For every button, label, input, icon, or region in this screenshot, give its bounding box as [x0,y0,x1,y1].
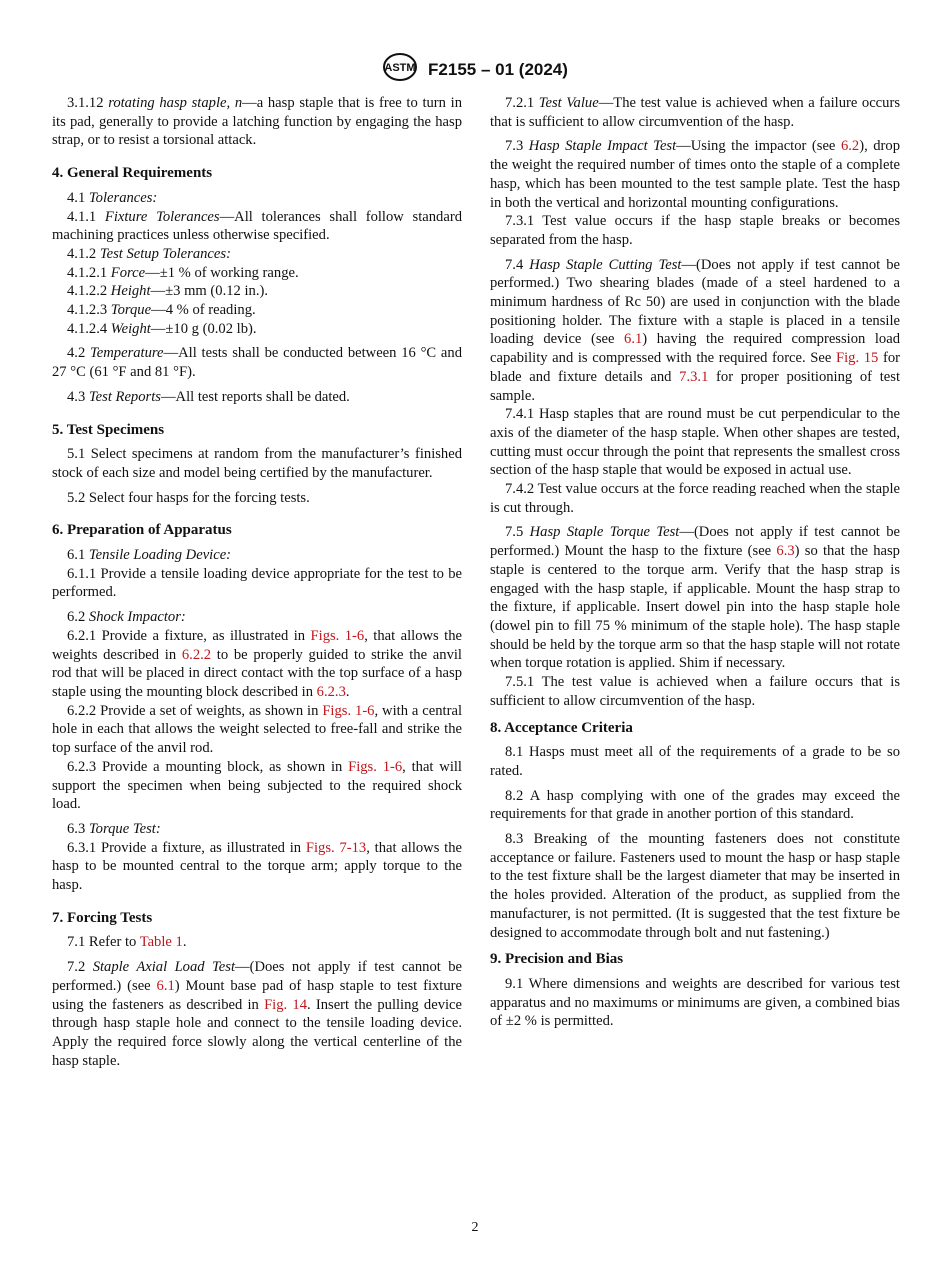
section-6-2-1: 6.2.1 Provide a fixture, as illustrated in Figs. 1-6, that allows the weights described in 6.2.2 to be properly guided to strike the anvil rod that will be placed in direct contact with the top surface of a hasp staple using the mounting block described in 6.2.3. [52,627,462,700]
section-4-1-2-2: 4.1.2.2 Height—±3 mm (0.12 in.). [67,283,268,300]
left-column [52,94,462,1076]
link-fig-14[interactable]: Fig. 14 [264,996,307,1013]
section-3-1-12: 3.1.12 rotating hasp staple, n—a hasp staple that is free to turn in its pad, generally to provide a latching function by engaging the hasp strap, or to resist a torsional attack. [52,95,463,149]
section-8-2: 8.2 A hasp complying with one of the grades may exceed the requirements for that grade in another portion of this standard. [490,787,900,823]
heading-general-requirements: 4. General Requirements [52,165,213,182]
astm-logo-icon [382,52,418,87]
right-column [490,94,900,1037]
section-7-4-2: 7.4.2 Test value occurs at the force reading reached when the staple is cut through. [490,481,900,516]
section-7-4-1: 7.4.1 Hasp staples that are round must be cut perpendicular to the axis of the diameter of the hasp staple. When other shapes are tested, cutting must occur through the point that represents the smallest cross section of the hasp staple that would be exposed in actual use. [490,406,900,479]
link-6-1[interactable]: 6.1 [156,977,175,994]
link-6-2[interactable]: 6.2 [840,138,860,155]
standard-designation: F2155 – 01 (2024) [428,59,568,79]
section-7-5: 7.5 Hasp Staple Torque Test—(Does not apply if test cannot be performed.) Mount the hasp to the fixture (see 6.3) so that the hasp staple is centered to the torque arm. Verify that the hasp strap is engaged with the hasp staple, if applicable. Mount the hasp strap to the fixture, if applicable. Insert dowel pin into the hasp staple hole (dowel pin to fill 75 % minimum of the staple hole). The hasp staple should be held by the torque arm so that the hasp staple will not rotate when torque rotation is applied. Shim if necessary. [490,524,900,672]
link-figs-7-13[interactable]: Figs. 7-13 [305,839,367,856]
heading-test-specimens: 5. Test Specimens [52,421,165,438]
link-fig-15[interactable]: Fig. 15 [836,350,879,367]
link-7-3-1[interactable]: 7.3.1 [679,368,709,385]
section-7-2: 7.2 Staple Axial Load Test—(Does not apply if test cannot be performed.) (see 6.1) Mount base pad of hasp staple to test fixture using the fasteners as described in Fig. 14. Insert the pulling device through hasp staple hole and connect to the tensile loading device. Apply the required force slowly along the vertical centerline of the hasp staple. [52,959,463,1069]
section-5-1: 5.1 Select specimens at random from the manufacturer’s finished stock of each size and model being certified by the manufacturer. [52,446,462,481]
section-7-4: 7.4 Hasp Staple Cutting Test—(Does not apply if test cannot be performed.) Two shearing blades (made of a steel hardened to a minimum hardness of Rc 50) are used in conjunction with the blade positioning holder. The fixture with a staple is placed in a tensile loading device (see 6.1) having the required compression load capability and is compressed with the required force. See Fig. 15 for blade and fixture details and 7.3.1 for proper positioning of test sample. [490,256,900,404]
section-7-2-1: 7.2.1 Test Value—The test value is achieved when a failure occurs that is sufficient to allow circumvention of the hasp. [490,95,900,130]
section-6-2-2: 6.2.2 Provide a set of weights, as shown in Figs. 1-6, with a central hole in each that allows the weight selected to free-fall and strike the top surface of the anvil rod. [52,702,462,757]
svg-text:ASTM: ASTM [384,62,416,74]
section-6-1-1: 6.1.1 Provide a tensile loading device appropriate for the test to be performed. [52,565,462,601]
section-6-3: 6.3 Torque Test: [67,820,161,837]
link-figs-1-6[interactable]: Figs. 1-6 [310,627,365,644]
section-7-1: 7.1 Refer to Table 1. [67,934,187,951]
section-6-1: 6.1 Tensile Loading Device: [67,547,232,564]
section-4-1-2: 4.1.2 Test Setup Tolerances: [67,245,231,262]
section-4-1-1: 4.1.1 Fixture Tolerances—All tolerances shall follow standard machining practices unless otherwise specified. [52,208,462,244]
section-7-5-1: 7.5.1 The test value is achieved when a failure occurs that is sufficient to allow circumvention of the hasp. [490,674,900,709]
section-6-3-1: 6.3.1 Provide a fixture, as illustrated in Figs. 7-13, that allows the hasp to be mounted central to the torque arm; apply torque to the hasp. [52,839,462,894]
section-9-1: 9.1 Where dimensions and weights are described for various test apparatus and no maximums or minimums are given, a combined bias of ±2 % is permitted. [490,975,900,1030]
heading-forcing-tests: 7. Forcing Tests [52,909,153,926]
section-6-2: 6.2 Shock Impactor: [67,609,186,626]
section-4-1-2-1: 4.1.2.1 Force—±1 % of working range. [67,264,299,281]
section-4-1: 4.1 Tolerances: [67,189,158,206]
link-figs-1-6[interactable]: Figs. 1-6 [348,758,403,775]
link-figs-1-6[interactable]: Figs. 1-6 [322,702,375,719]
section-7-3-1: 7.3.1 Test value occurs if the hasp staple breaks or becomes separated from the hasp. [490,213,900,248]
link-6-1[interactable]: 6.1 [624,331,643,348]
heading-acceptance-criteria: 8. Acceptance Criteria [490,719,633,736]
section-4-1-2-4: 4.1.2.4 Weight—±10 g (0.02 lb). [67,320,257,337]
section-6-2-3: 6.2.3 Provide a mounting block, as shown in Figs. 1-6, that will support the specimen when being subjected to the required shock load. [52,758,462,813]
heading-preparation-of-apparatus: 6. Preparation of Apparatus [52,522,232,539]
link-6-3[interactable]: 6.3 [776,543,795,560]
section-4-3: 4.3 Test Reports—All test reports shall be dated. [67,388,350,405]
section-5-2: 5.2 Select four hasps for the forcing tests. [67,489,310,506]
page-number: 2 [471,1220,479,1235]
heading-precision-and-bias: 9. Precision and Bias [490,951,624,968]
section-4-2: 4.2 Temperature—All tests shall be conducted between 16 °C and 27 °C (61 °F and 81 °F). [52,345,462,381]
section-8-3: 8.3 Breaking of the mounting fasteners does not constitute acceptance or failure. Fasteners used to mount the hasp or hasp staple to the test fixture shall be the largest diameter that may be inserted in the holes provided. Alteration of the product, as supplied from the manufacturer, is not permitted. (It is suggested that the test fixture be designed to accommodate through bolt and nut fastening.) [490,831,900,941]
section-7-3: 7.3 Hasp Staple Impact Test—Using the impactor (see 6.2), drop the weight the required number of times onto the staple of a complete hasp, which has been mounted to the test sample plate. Test the hasp in both the vertical and horizontal mounting configurations. [490,138,900,211]
page-header [0,52,950,87]
section-4-1-2-3: 4.1.2.3 Torque—4 % of reading. [67,302,256,319]
link-6-2-2[interactable]: 6.2.2 [181,646,212,663]
link-table-1[interactable]: Table 1 [139,934,183,951]
section-8-1: 8.1 Hasps must meet all of the requirements of a grade to be so rated. [490,744,900,779]
link-6-2-3[interactable]: 6.2.3 [316,683,346,700]
